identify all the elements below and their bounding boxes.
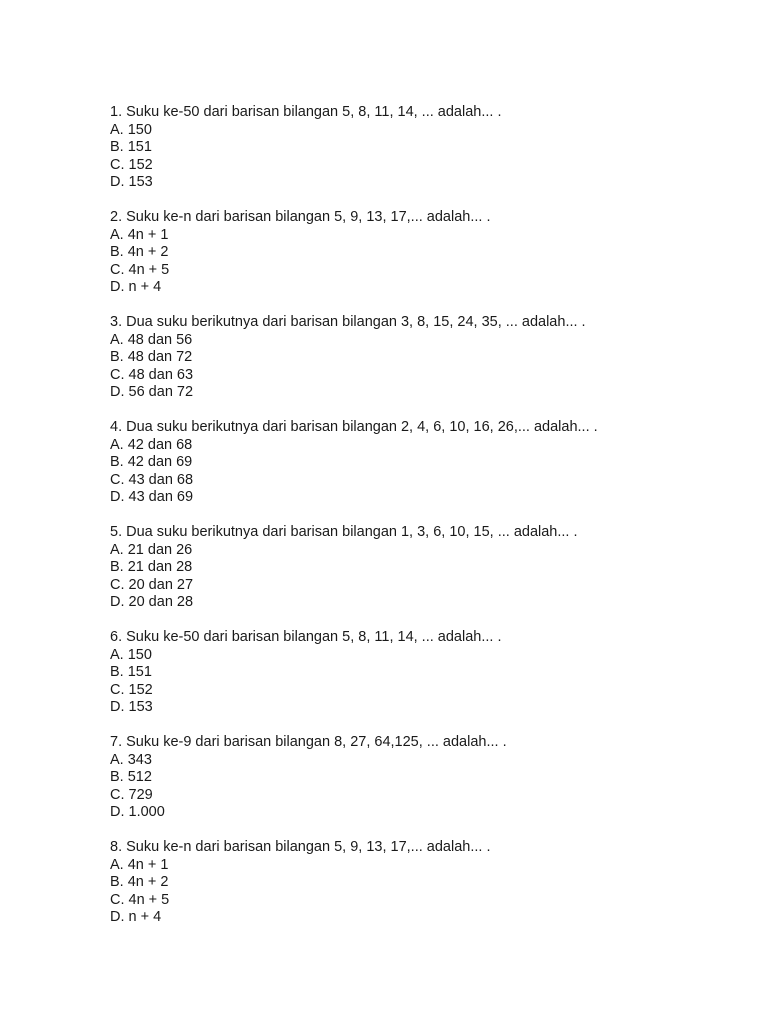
option-c: C. 729	[110, 786, 153, 803]
option-a: A. 150	[110, 121, 152, 138]
option-b: B. 48 dan 72	[110, 349, 193, 365]
option-b: B. 42 dan 69	[110, 454, 193, 470]
question-stem: 6. Suku ke-50 dari barisan bilangan 5, 8, 11, 14, ... adalah... .	[110, 629, 502, 645]
option-a: A. 42 dan 68	[110, 436, 193, 453]
option-a: A. 150	[110, 646, 152, 663]
option-b: B. 21 dan 28	[110, 559, 193, 575]
option-a: A. 343	[110, 751, 152, 768]
option-a: A. 4n + 1	[110, 856, 169, 873]
option-a: A. 4n + 1	[110, 226, 169, 243]
option-d: D. 153	[110, 174, 153, 190]
question-stem: 4. Dua suku berikutnya dari barisan bilangan 2, 4, 6, 10, 16, 26,... adalah... .	[110, 419, 598, 435]
question-5	[110, 524, 750, 612]
option-d: D. 43 dan 69	[110, 489, 194, 505]
option-b: B. 4n + 2	[110, 244, 169, 260]
question-7	[110, 734, 750, 822]
option-b: B. 512	[110, 769, 152, 785]
option-c: C. 20 dan 27	[110, 576, 194, 593]
option-d: D. 20 dan 28	[110, 594, 194, 610]
option-c: C. 4n + 5	[110, 891, 170, 908]
option-a: A. 48 dan 56	[110, 331, 193, 348]
question-6	[110, 629, 750, 717]
question-stem: 2. Suku ke-n dari barisan bilangan 5, 9, 13, 17,... adalah... .	[110, 209, 491, 225]
option-d: D. 1.000	[110, 804, 165, 820]
question-8	[110, 839, 750, 927]
question-stem: 7. Suku ke-9 dari barisan bilangan 8, 27, 64,125, ... adalah... .	[110, 734, 507, 750]
option-d: D. 56 dan 72	[110, 384, 194, 400]
option-d: D. n + 4	[110, 909, 162, 925]
option-d: D. 153	[110, 699, 153, 715]
question-1	[110, 104, 750, 192]
option-c: C. 152	[110, 681, 153, 698]
option-a: A. 21 dan 26	[110, 541, 193, 558]
option-d: D. n + 4	[110, 279, 162, 295]
option-b: B. 4n + 2	[110, 874, 169, 890]
question-4	[110, 419, 750, 507]
question-stem: 1. Suku ke-50 dari barisan bilangan 5, 8, 11, 14, ... adalah... .	[110, 104, 502, 120]
option-c: C. 48 dan 63	[110, 366, 194, 383]
option-b: B. 151	[110, 664, 152, 680]
question-stem: 5. Dua suku berikutnya dari barisan bilangan 1, 3, 6, 10, 15, ... adalah... .	[110, 524, 578, 540]
question-2	[110, 209, 750, 297]
option-c: C. 152	[110, 156, 153, 173]
question-3	[110, 314, 750, 402]
document-page	[110, 104, 750, 944]
option-c: C. 43 dan 68	[110, 471, 194, 488]
option-b: B. 151	[110, 139, 152, 155]
option-c: C. 4n + 5	[110, 261, 170, 278]
question-stem: 8. Suku ke-n dari barisan bilangan 5, 9, 13, 17,... adalah... .	[110, 839, 491, 855]
question-stem: 3. Dua suku berikutnya dari barisan bilangan 3, 8, 15, 24, 35, ... adalah... .	[110, 314, 586, 330]
